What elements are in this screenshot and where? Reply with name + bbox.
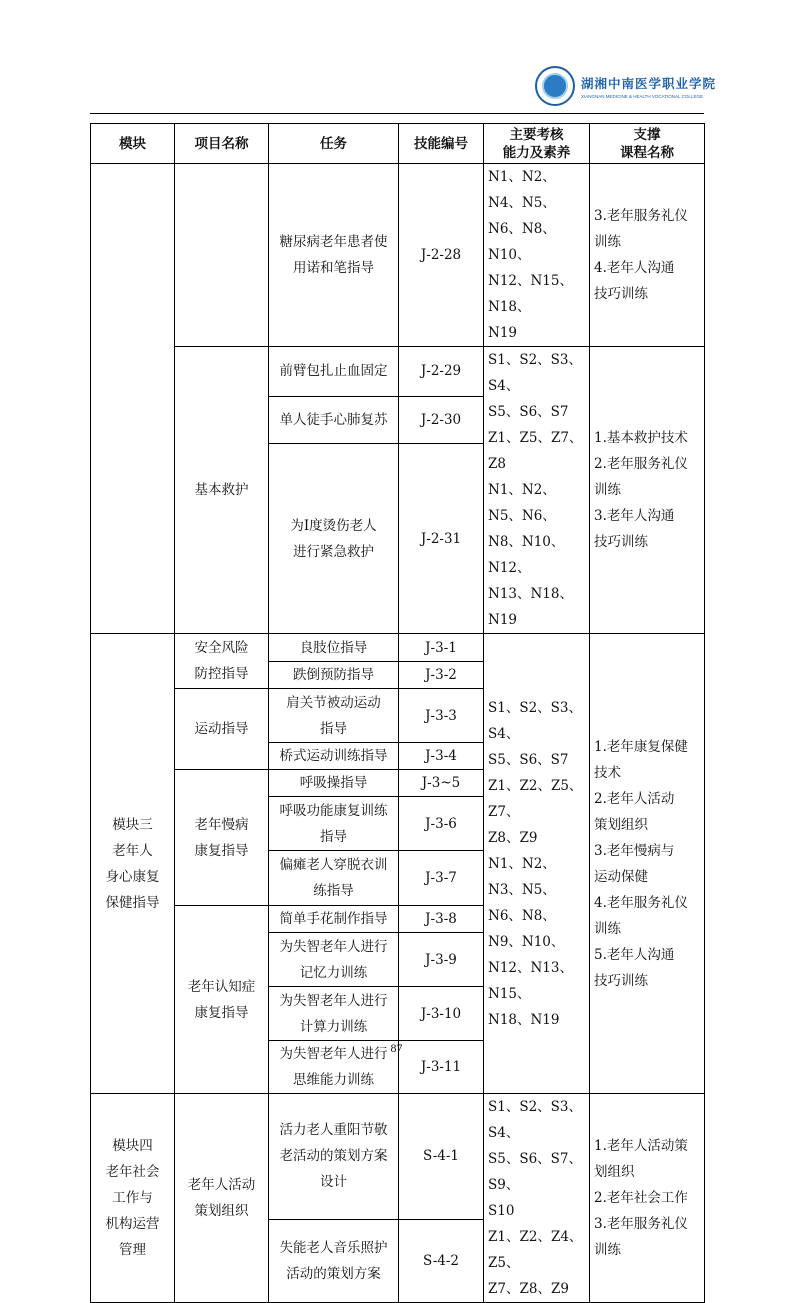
ability-cell: S1、S2、S3、S4、 S5、S6、S7 Z1、Z2、Z5、Z7、 Z8、Z9 N1、N2、N3、N5、 N6、N8、N9、N10、 N12、N13、N15、 N18、N19 xyxy=(484,634,590,1094)
module-cell: 模块三 老年人 身心康复 保健指导 xyxy=(91,634,175,1094)
task-cell: 活力老人重阳节敬 老活动的策划方案 设计 xyxy=(269,1094,399,1220)
course-table xyxy=(90,123,705,1303)
skill-code-cell: J-2-31 xyxy=(399,444,484,634)
skill-code-cell: J-3-8 xyxy=(399,906,484,933)
skill-code-cell: J-3-6 xyxy=(399,797,484,851)
logo-chinese-name: 湖湘中南医学职业学院 xyxy=(581,75,717,91)
ability-cell: S1、S2、S3、S4、 S5、S6、S7 Z1、Z5、Z7、Z8 N1、N2、N5、N6、 N8、N10、N12、 N13、N18、N19 xyxy=(484,347,590,634)
module-cell: 模块四 老年社会 工作与 机构运营 管理 xyxy=(91,1094,175,1303)
project-cell: 老年人活动 策划组织 xyxy=(175,1094,269,1303)
college-seal-icon xyxy=(535,66,575,106)
page-number: 87 xyxy=(390,1041,403,1055)
column-header: 任务 xyxy=(269,124,399,164)
task-cell: 单人徒手心肺复苏 xyxy=(269,396,399,444)
task-cell: 跌倒预防指导 xyxy=(269,662,399,689)
skill-code-cell: J-2-30 xyxy=(399,396,484,444)
task-cell: 简单手花制作指导 xyxy=(269,906,399,933)
task-cell: 为失智老年人进行 记忆力训练 xyxy=(269,933,399,987)
task-cell: 呼吸操指导 xyxy=(269,770,399,797)
ability-cell: S1、S2、S3、S4、 S5、S6、S7、S9、 S10 Z1、Z2、Z4、Z5、 Z7、Z8、Z9 xyxy=(484,1094,590,1303)
project-cell: 安全风险 防控指导 xyxy=(175,634,269,689)
skill-code-cell: J-3-7 xyxy=(399,851,484,906)
module-cell-empty xyxy=(91,164,175,634)
task-cell: 偏瘫老人穿脱衣训 练指导 xyxy=(269,851,399,906)
project-cell-empty xyxy=(175,164,269,347)
column-header: 项目名称 xyxy=(175,124,269,164)
task-cell: 为失智老年人进行 思维能力训练 xyxy=(269,1041,399,1094)
courses-cell: 3.老年服务礼仪 训练 4.老年人沟通 技巧训练 xyxy=(590,164,705,347)
skill-code-cell: J-2-29 xyxy=(399,347,484,397)
header-rule xyxy=(90,113,704,114)
task-cell: 良肢位指导 xyxy=(269,634,399,662)
courses-cell: 1.老年人活动策 划组织 2.老年社会工作 3.老年服务礼仪 训练 xyxy=(590,1094,705,1303)
ability-cell: N1、N2、N4、N5、 N6、N8、N10、 N12、N15、N18、 N19 xyxy=(484,164,590,347)
task-cell: 为失智老年人进行 计算力训练 xyxy=(269,987,399,1041)
column-header: 支撑 课程名称 xyxy=(590,124,705,164)
logo-english-name: XIANGNAN MEDICINE & HEALTH VOCATIONAL COLLEGE xyxy=(581,93,703,99)
skill-code-cell: J-3-3 xyxy=(399,689,484,743)
skill-code-cell: J-3-9 xyxy=(399,933,484,987)
table-row xyxy=(91,634,705,662)
column-header: 主要考核 能力及素养 xyxy=(484,124,590,164)
task-cell: 糖尿病老年患者使 用诺和笔指导 xyxy=(269,164,399,347)
project-cell: 老年慢病 康复指导 xyxy=(175,770,269,906)
college-logo xyxy=(535,66,716,106)
courses-cell: 1.老年康复保健 技术 2.老年人活动 策划组织 3.老年慢病与 运动保健 4.老年服务礼仪 训练 5.老年人沟通 技巧训练 xyxy=(590,634,705,1094)
task-cell: 失能老人音乐照护 活动的策划方案 xyxy=(269,1219,399,1302)
project-cell: 基本救护 xyxy=(175,347,269,634)
skill-code-cell: J-3-10 xyxy=(399,987,484,1041)
skill-code-cell: J-3-2 xyxy=(399,662,484,689)
task-cell: 前臂包扎止血固定 xyxy=(269,347,399,397)
task-cell: 肩关节被动运动 指导 xyxy=(269,689,399,743)
column-header: 模块 xyxy=(91,124,175,164)
skill-code-cell: J-3-11 xyxy=(399,1041,484,1094)
table-row xyxy=(91,347,705,397)
skill-code-cell: J-3-4 xyxy=(399,743,484,770)
skill-code-cell: J-2-28 xyxy=(399,164,484,347)
table-row xyxy=(91,164,705,347)
skill-code-cell: S-4-2 xyxy=(399,1219,484,1302)
courses-cell: 1.基本救护技术 2.老年服务礼仪 训练 3.老年人沟通 技巧训练 xyxy=(590,347,705,634)
table-row xyxy=(91,1094,705,1220)
project-cell: 老年认知症 康复指导 xyxy=(175,906,269,1094)
table-header-row xyxy=(91,124,705,164)
skill-code-cell: J-3-1 xyxy=(399,634,484,662)
task-cell: 桥式运动训练指导 xyxy=(269,743,399,770)
column-header: 技能编号 xyxy=(399,124,484,164)
task-cell: 为Ⅰ度烫伤老人 进行紧急救护 xyxy=(269,444,399,634)
task-cell: 呼吸功能康复训练 指导 xyxy=(269,797,399,851)
skill-code-cell: S-4-1 xyxy=(399,1094,484,1220)
project-cell: 运动指导 xyxy=(175,689,269,770)
skill-code-cell: J-3~5 xyxy=(399,770,484,797)
